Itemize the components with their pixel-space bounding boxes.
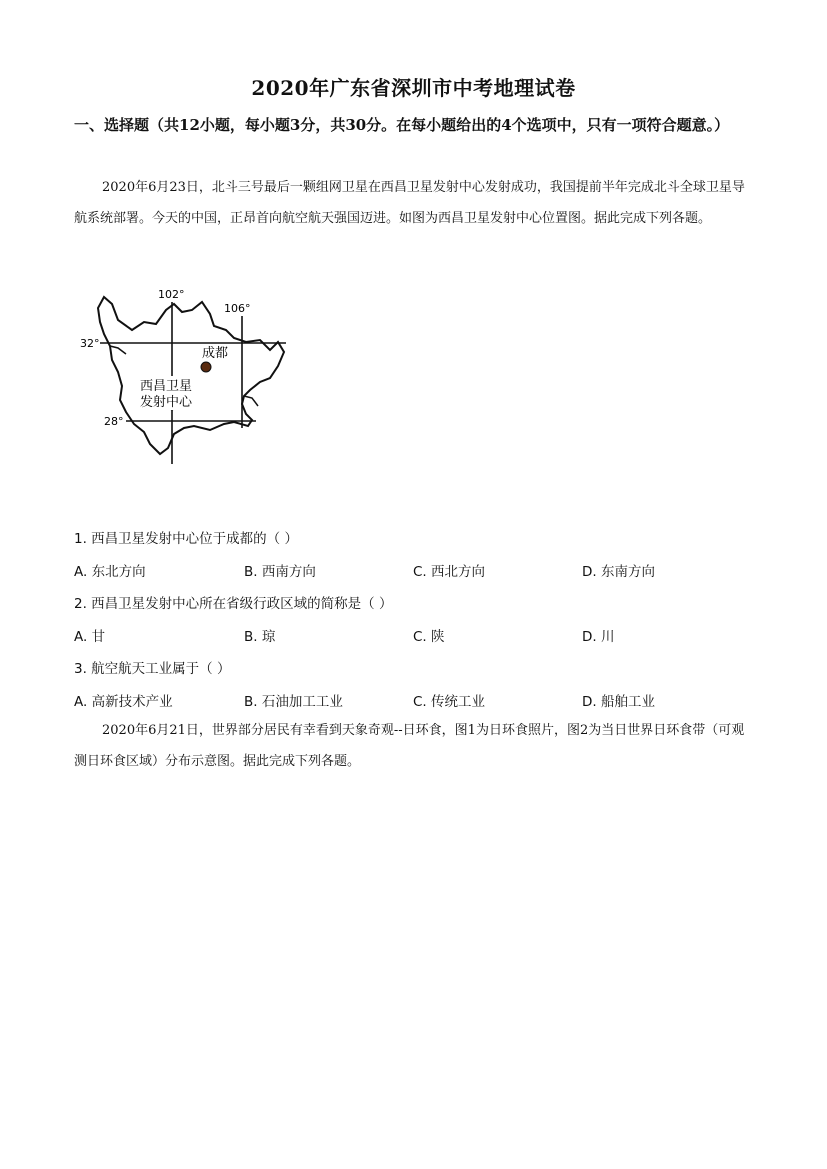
chengdu-marker — [201, 362, 211, 372]
label-xichang-2: 发射中心 — [140, 395, 193, 410]
q1-option-d: D. 东南方向 — [582, 564, 655, 580]
q3-option-d: D. 船舶工业 — [582, 694, 655, 710]
label-lon-102: 102° — [158, 288, 185, 301]
page-title: 2020年广东省深圳市中考地理试卷 — [251, 76, 576, 100]
location-map — [74, 282, 294, 472]
label-lat-28: 28° — [104, 415, 124, 428]
q2-option-c: C. 陕 — [413, 629, 445, 645]
question-1-stem: 1. 西昌卫星发射中心位于成都的（ ） — [74, 531, 298, 547]
q3-option-a: A. 高新技术产业 — [74, 694, 173, 710]
q3-option-b: B. 石油加工工业 — [244, 694, 343, 710]
q1-option-b: B. 西南方向 — [244, 564, 316, 580]
label-chengdu: 成都 — [202, 346, 229, 361]
q2-option-a: A. 甘 — [74, 629, 106, 645]
q1-option-c: C. 西北方向 — [413, 564, 486, 580]
q3-option-c: C. 传统工业 — [413, 694, 486, 710]
intro-paragraph-1: 2020年6月23日，北斗三号最后一颗组网卫星在西昌卫星发射中心发射成功，我国提前半年完成北斗全球卫星导航系统部署。今天的中国，正昂首向航空航天强国迈进。如图为西昌卫星发射中心位置图。据此完成下列各题。 — [74, 180, 745, 226]
q2-option-b: B. 琼 — [244, 629, 276, 645]
q1-option-a: A. 东北方向 — [74, 564, 146, 580]
q2-option-d: D. 川 — [582, 629, 615, 645]
question-3-stem: 3. 航空航天工业属于（ ） — [74, 661, 231, 677]
province-outline — [98, 297, 284, 454]
label-lon-106: 106° — [224, 302, 251, 315]
label-xichang-1: 西昌卫星 — [140, 379, 193, 394]
section-heading: 一、选择题（共12小题，每小题3分，共30分。在每小题给出的4个选项中，只有一项符合题意。） — [74, 116, 730, 134]
question-2-stem: 2. 西昌卫星发射中心所在省级行政区域的简称是（ ） — [74, 596, 393, 612]
intro-paragraph-2: 2020年6月21日，世界部分居民有幸看到天象奇观--日环食，图1为日环食照片，图2为当日世界日环食带（可观测日环食区域）分布示意图。据此完成下列各题。 — [74, 723, 745, 769]
label-lat-32: 32° — [80, 337, 100, 350]
